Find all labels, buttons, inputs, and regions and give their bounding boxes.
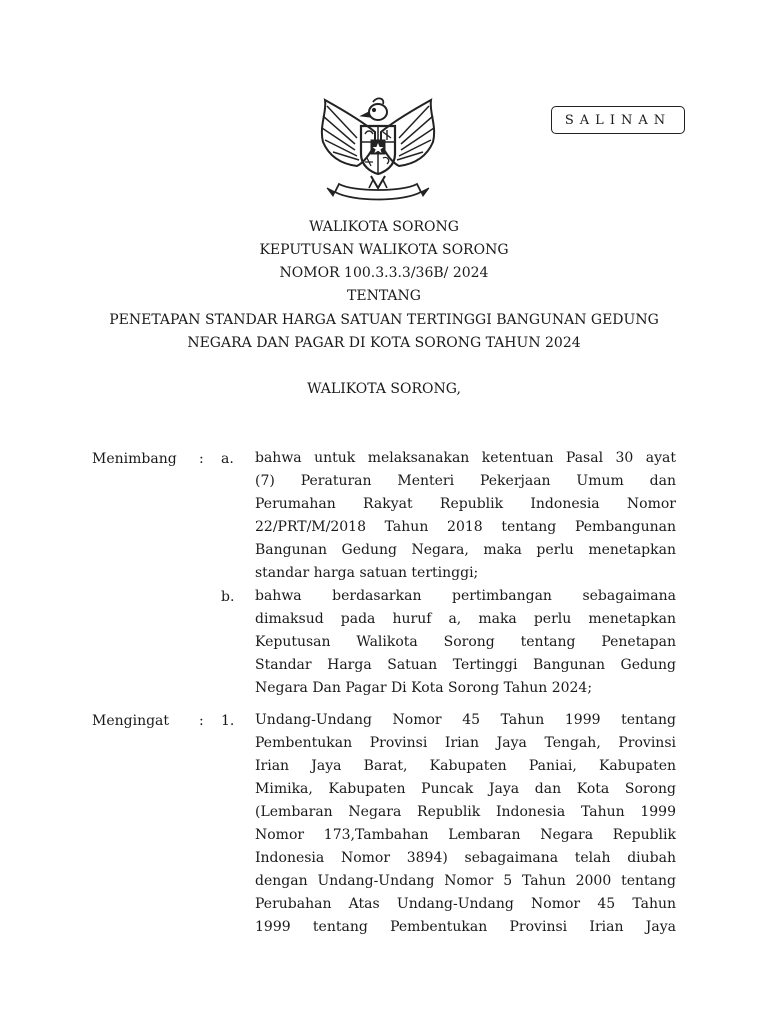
text-line: Mimika, Kabupaten Puncak Jaya dan Kota Sorong — [255, 781, 676, 797]
decree-number: NOMOR 100.3.3.3/36B/ 2024 — [279, 265, 489, 281]
decree-type: KEPUTUSAN WALIKOTA SORONG — [259, 242, 509, 258]
text-line: Keputusan Walikota Sorong tentang Penetapan — [255, 634, 676, 650]
mengingat-label: Mengingat — [92, 713, 170, 729]
text-line: standar harga satuan tertinggi; — [255, 565, 479, 581]
text-line: Perubahan Atas Undang-Undang Nomor 45 Tahun — [255, 896, 676, 912]
menimbang-item-b-text — [255, 585, 676, 700]
text-line: 1999 tentang Pembentukan Provinsi Irian Jaya — [255, 919, 676, 935]
menimbang-label: Menimbang — [92, 451, 177, 467]
text-line: bahwa berdasarkan pertimbangan sebagaimana — [255, 588, 676, 604]
text-line: dengan Undang-Undang Nomor 5 Tahun 2000 tentang — [255, 873, 676, 889]
decree-subject-line-1: PENETAPAN STANDAR HARGA SATUAN TERTINGGI BANGUNAN GEDUNG — [109, 312, 659, 328]
text-line: (7) Peraturan Menteri Pekerjaan Umum dan — [255, 473, 676, 489]
issuer-title: WALIKOTA SORONG — [309, 219, 459, 235]
text-line: Standar Harga Satuan Tertinggi Bangunan Gedung — [255, 657, 676, 673]
text-line: Negara Dan Pagar Di Kota Sorong Tahun 2024; — [255, 680, 593, 696]
mengingat-colon: : — [199, 713, 204, 729]
text-line: dimaksud pada huruf a, maka perlu menetapkan — [255, 611, 676, 627]
menimbang-item-b-marker: b. — [221, 589, 235, 605]
text-line: Indonesia Nomor 3894) sebagaimana telah diubah — [255, 850, 676, 866]
text-line: (Lembaran Negara Republik Indonesia Tahun 1999 — [255, 804, 676, 820]
text-line: Undang-Undang Nomor 45 Tahun 1999 tentang — [255, 712, 676, 728]
text-line: Pembentukan Provinsi Irian Jaya Tengah, Provinsi — [255, 735, 676, 751]
mengingat-item-1-text — [255, 709, 676, 939]
mengingat-item-1-marker: 1. — [221, 713, 235, 729]
menimbang-colon: : — [199, 451, 204, 467]
opening-salutation: WALIKOTA SORONG, — [307, 381, 461, 397]
menimbang-item-a-text — [255, 447, 676, 585]
salinan-stamp: SALINAN — [551, 106, 685, 134]
garuda-emblem-icon — [313, 92, 443, 204]
about-label: TENTANG — [347, 288, 421, 304]
decree-subject-line-2: NEGARA DAN PAGAR DI KOTA SORONG TAHUN 2024 — [187, 335, 581, 351]
menimbang-item-a-marker: a. — [221, 451, 234, 467]
text-line: 22/PRT/M/2018 Tahun 2018 tentang Pembangunan — [255, 519, 676, 535]
text-line: Bangunan Gedung Negara, maka perlu menetapkan — [255, 542, 676, 558]
text-line: Perumahan Rakyat Republik Indonesia Nomor — [255, 496, 676, 512]
text-line: Nomor 173,Tambahan Lembaran Negara Republik — [255, 827, 676, 843]
text-line: Irian Jaya Barat, Kabupaten Paniai, Kabupaten — [255, 758, 676, 774]
text-line: bahwa untuk melaksanakan ketentuan Pasal 30 ayat — [255, 450, 676, 466]
